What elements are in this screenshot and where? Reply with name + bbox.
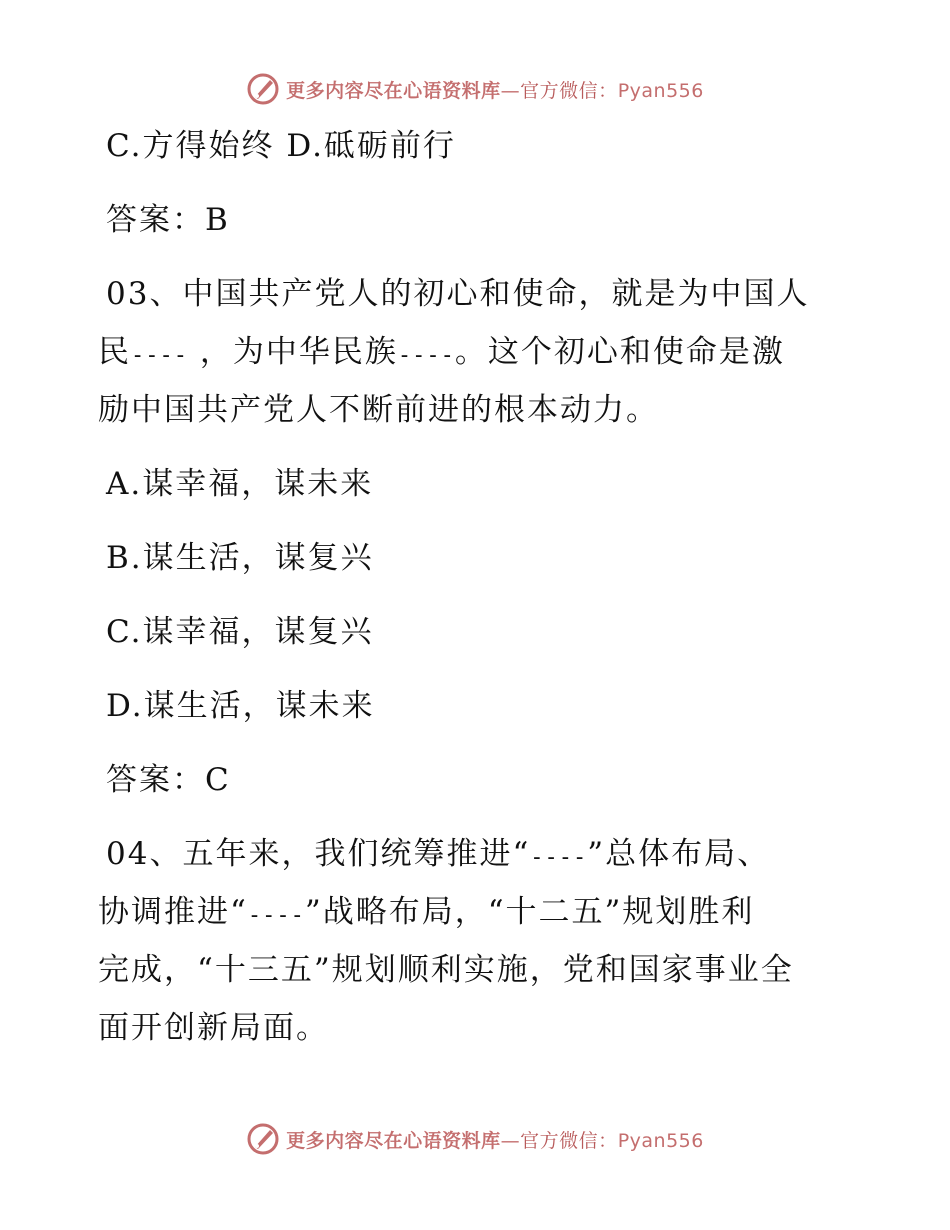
- q03-blank-1: ----: [131, 343, 188, 368]
- q04-line1-part-b: ”总体布局、: [587, 836, 771, 872]
- watermark-footer: [0, 1122, 950, 1156]
- q03-line2-part-b: ，为中华民族: [187, 334, 398, 370]
- q03-line2-part-a: 民: [98, 334, 131, 370]
- watermark-dash: —: [500, 1129, 521, 1152]
- watermark-main: 更多内容尽在心语资料库: [286, 79, 501, 102]
- watermark-text: [286, 1126, 704, 1153]
- watermark-text: [286, 76, 704, 103]
- q03-answer: 答案：C: [106, 762, 231, 798]
- watermark-label: 官方微信：: [520, 1129, 618, 1152]
- q02-options-cd: C.方得始终 D.砥砺前行: [106, 128, 456, 164]
- q03-option-c: C.谋幸福，谋复兴: [106, 614, 374, 650]
- q03-line2-part-c: 。这个初心和使命是激: [454, 334, 785, 370]
- q03-stem-line3: 励中国共产党人不断前进的根本动力。: [98, 392, 659, 428]
- q03-option-b: B.谋生活，谋复兴: [106, 540, 374, 576]
- quill-seal-icon: [246, 1122, 280, 1156]
- watermark-id: Pyan556: [617, 79, 704, 102]
- q02-answer: 答案：B: [106, 202, 230, 238]
- q03-option-d: D.谋生活，谋未来: [106, 688, 375, 724]
- q04-blank-2: ----: [247, 903, 305, 928]
- q04-stem-line4: 面开创新局面。: [98, 1010, 329, 1046]
- q04-line2-part-b: ”战略布局，“十二五”规划胜利: [304, 894, 755, 930]
- q04-stem-line3: 完成，“十三五”规划顺利实施，党和国家事业全: [98, 952, 794, 988]
- watermark-label: 官方微信：: [520, 79, 618, 102]
- q04-line1-part-a: 04、五年来，我们统筹推进“: [106, 836, 531, 872]
- q03-stem-line2: [98, 330, 785, 378]
- q04-stem-line1: [106, 832, 770, 880]
- q03-blank-2: ----: [397, 343, 455, 368]
- watermark-id: Pyan556: [617, 1129, 704, 1152]
- watermark-dash: —: [500, 79, 521, 102]
- q04-blank-1: ----: [530, 845, 588, 870]
- watermark-header: [0, 72, 950, 106]
- watermark-main: 更多内容尽在心语资料库: [286, 1129, 501, 1152]
- q03-stem-line1: 03、中国共产党人的初心和使命，就是为中国人: [106, 276, 810, 312]
- q04-line2-part-a: 协调推进“: [98, 894, 248, 930]
- quill-seal-icon: [246, 72, 280, 106]
- q03-option-a: A.谋幸福，谋未来: [106, 466, 374, 502]
- q04-stem-line2: [98, 890, 754, 938]
